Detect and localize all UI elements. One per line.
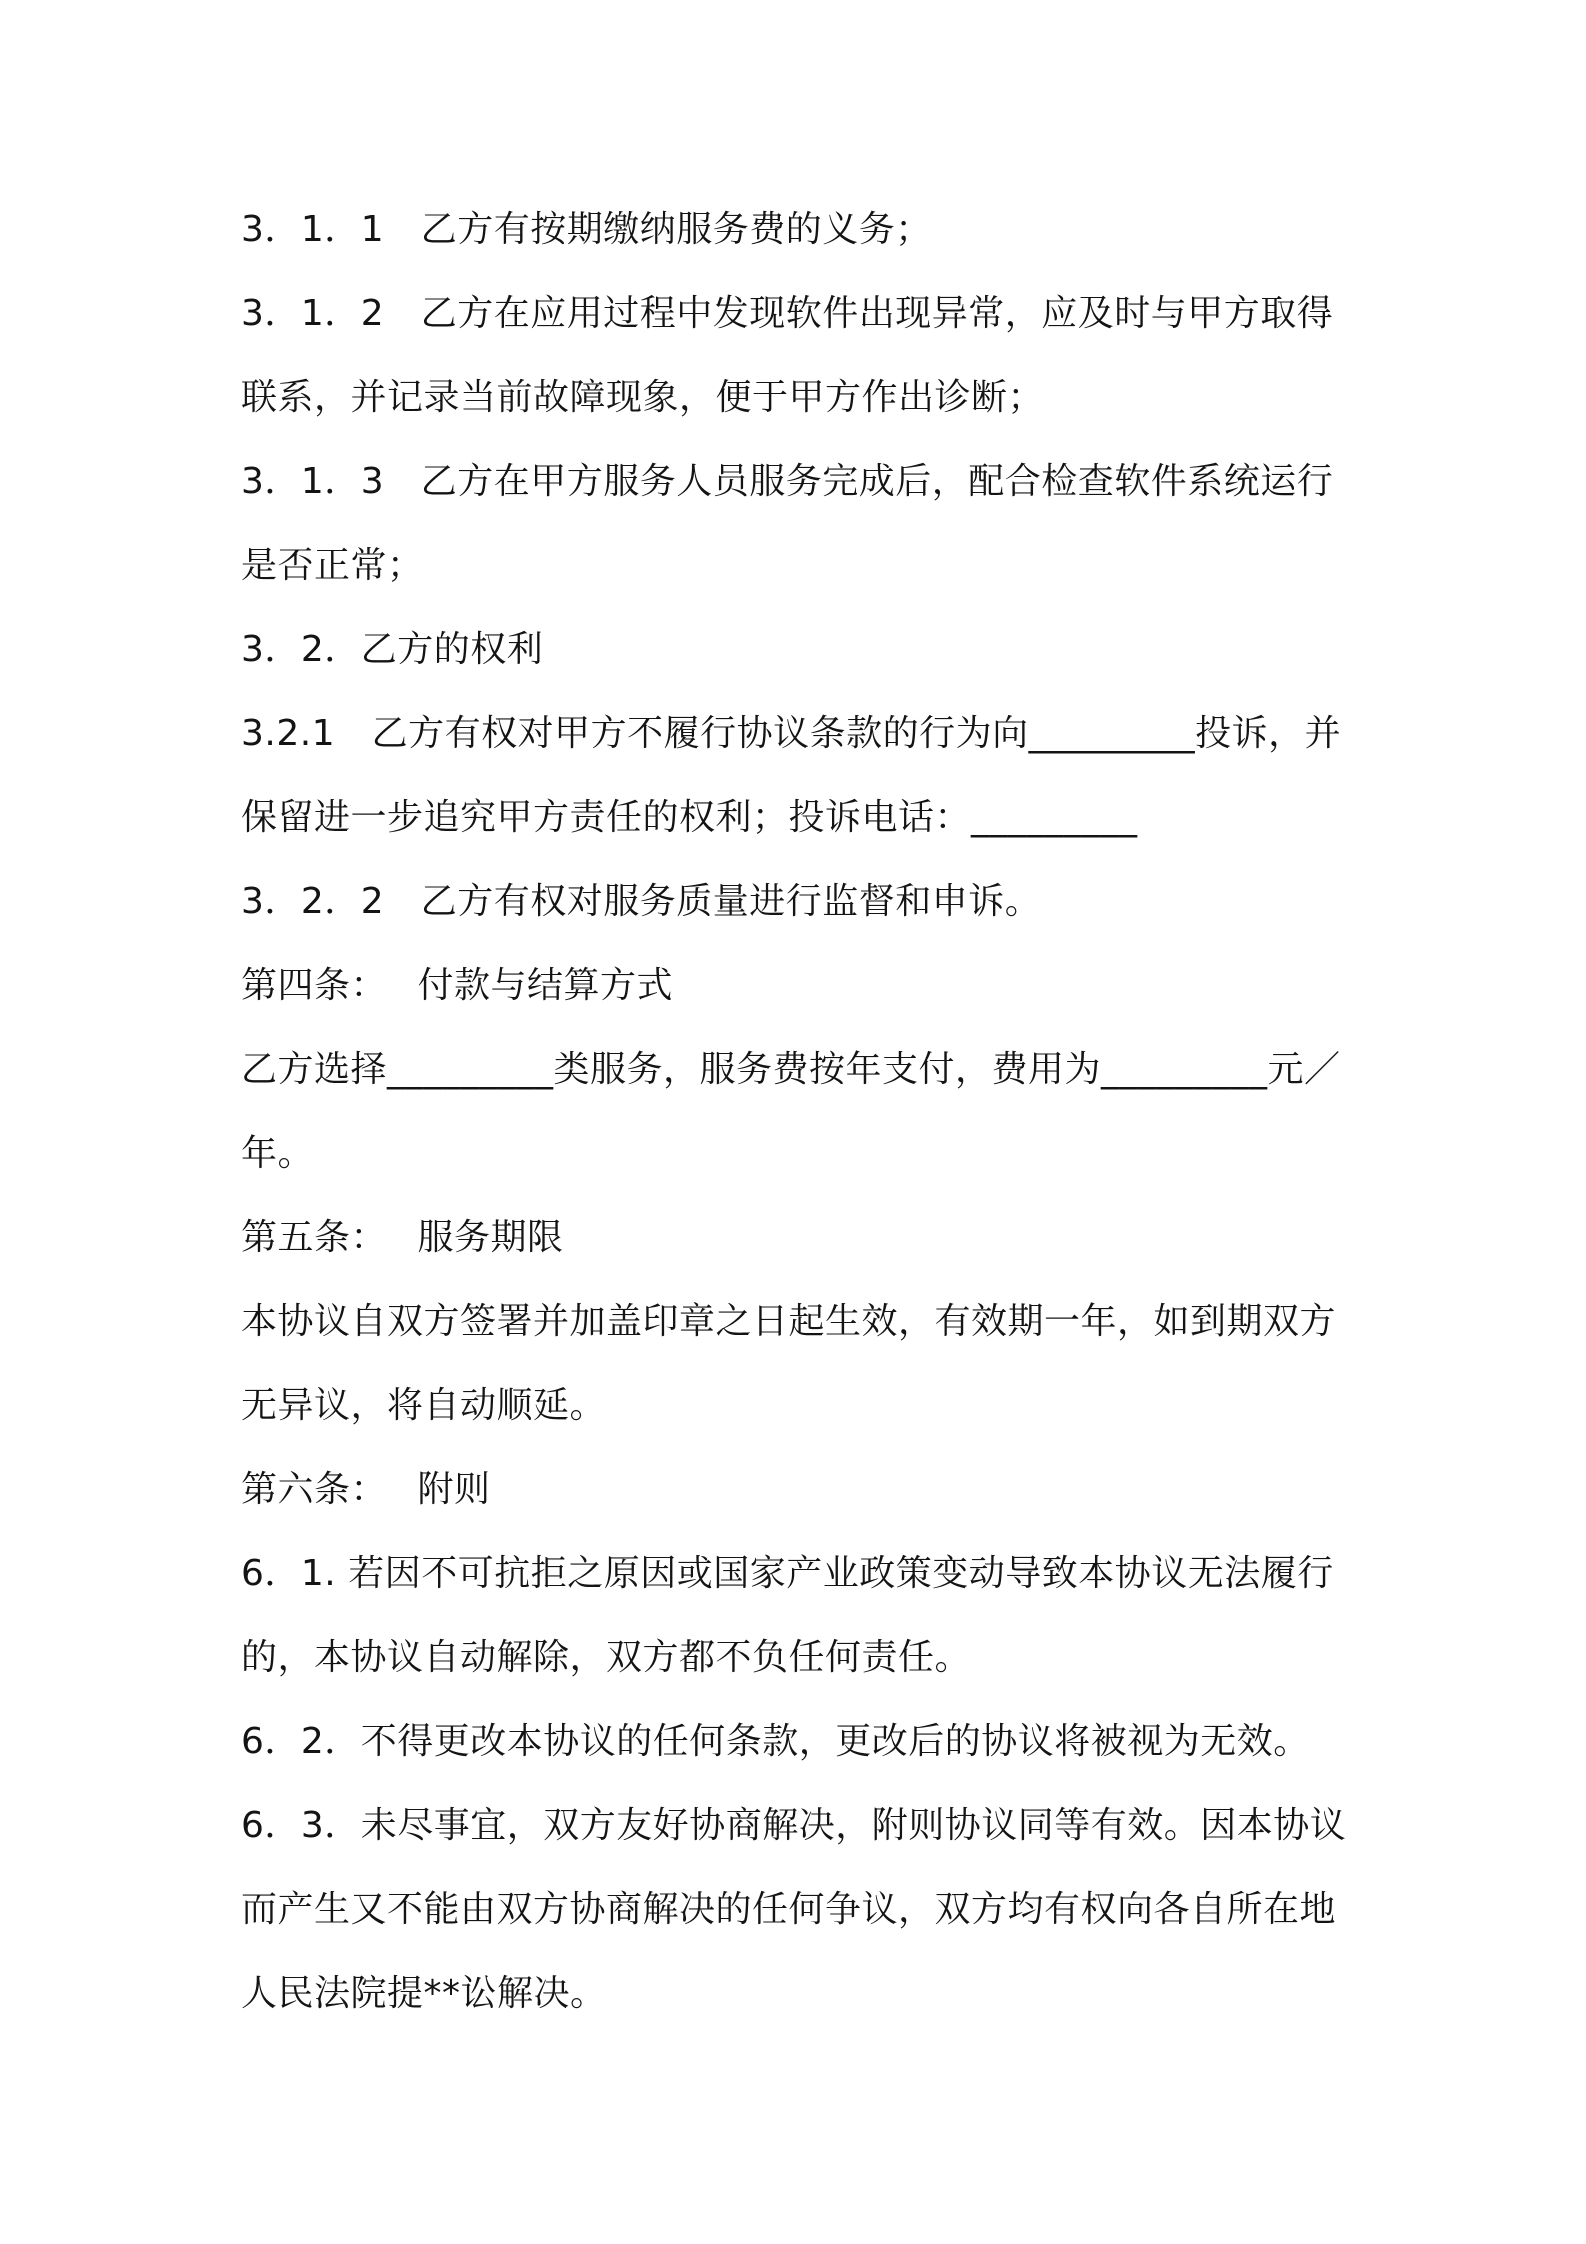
clause-3-1-2: 3．1．2 乙方在应用过程中发现软件出现异常，应及时与甲方取得联系，并记录当前故障现象，便于甲方作出诊断； xyxy=(241,293,1334,418)
clause-3-2-1: 3.2.1 乙方有权对甲方不履行协议条款的行为向_________投诉，并保留进一步追究甲方责任的权利；投诉电话：_________ xyxy=(241,713,1342,838)
article-5-heading: 第五条： 服务期限 xyxy=(241,1217,564,1258)
document-body xyxy=(241,188,1361,2036)
article-6-heading: 第六条： 附则 xyxy=(241,1469,491,1510)
clause-6-1: 6．1. 若因不可抗拒之原因或国家产业政策变动导致本协议无法履行的，本协议自动解除，双方都不负任何责任。 xyxy=(241,1553,1334,1678)
article-4-heading: 第四条： 付款与结算方式 xyxy=(241,965,673,1006)
clause-6-3: 6．3．未尽事宜，双方友好协商解决，附则协议同等有效。因本协议而产生又不能由双方协商解决的任何争议，双方均有权向各自所在地人民法院提**讼解决。 xyxy=(241,1805,1347,2014)
clause-3-1-1: 3．1．1 乙方有按期缴纳服务费的义务； xyxy=(241,209,932,250)
clause-3-2-2: 3．2．2 乙方有权对服务质量进行监督和申诉。 xyxy=(241,881,1042,922)
clause-3-1-3: 3．1．3 乙方在甲方服务人员服务完成后，配合检查软件系统运行是否正常； xyxy=(241,461,1334,586)
article-4-body: 乙方选择_________类服务，服务费按年支付，费用为_________元／年。 xyxy=(241,1049,1341,1174)
article-5-body: 本协议自双方签署并加盖印章之日起生效，有效期一年，如到期双方无异议，将自动顺延。 xyxy=(241,1301,1337,1426)
section-3-2-heading: 3．2．乙方的权利 xyxy=(241,629,544,670)
clause-6-2: 6．2．不得更改本协议的任何条款，更改后的协议将被视为无效。 xyxy=(241,1721,1310,1762)
